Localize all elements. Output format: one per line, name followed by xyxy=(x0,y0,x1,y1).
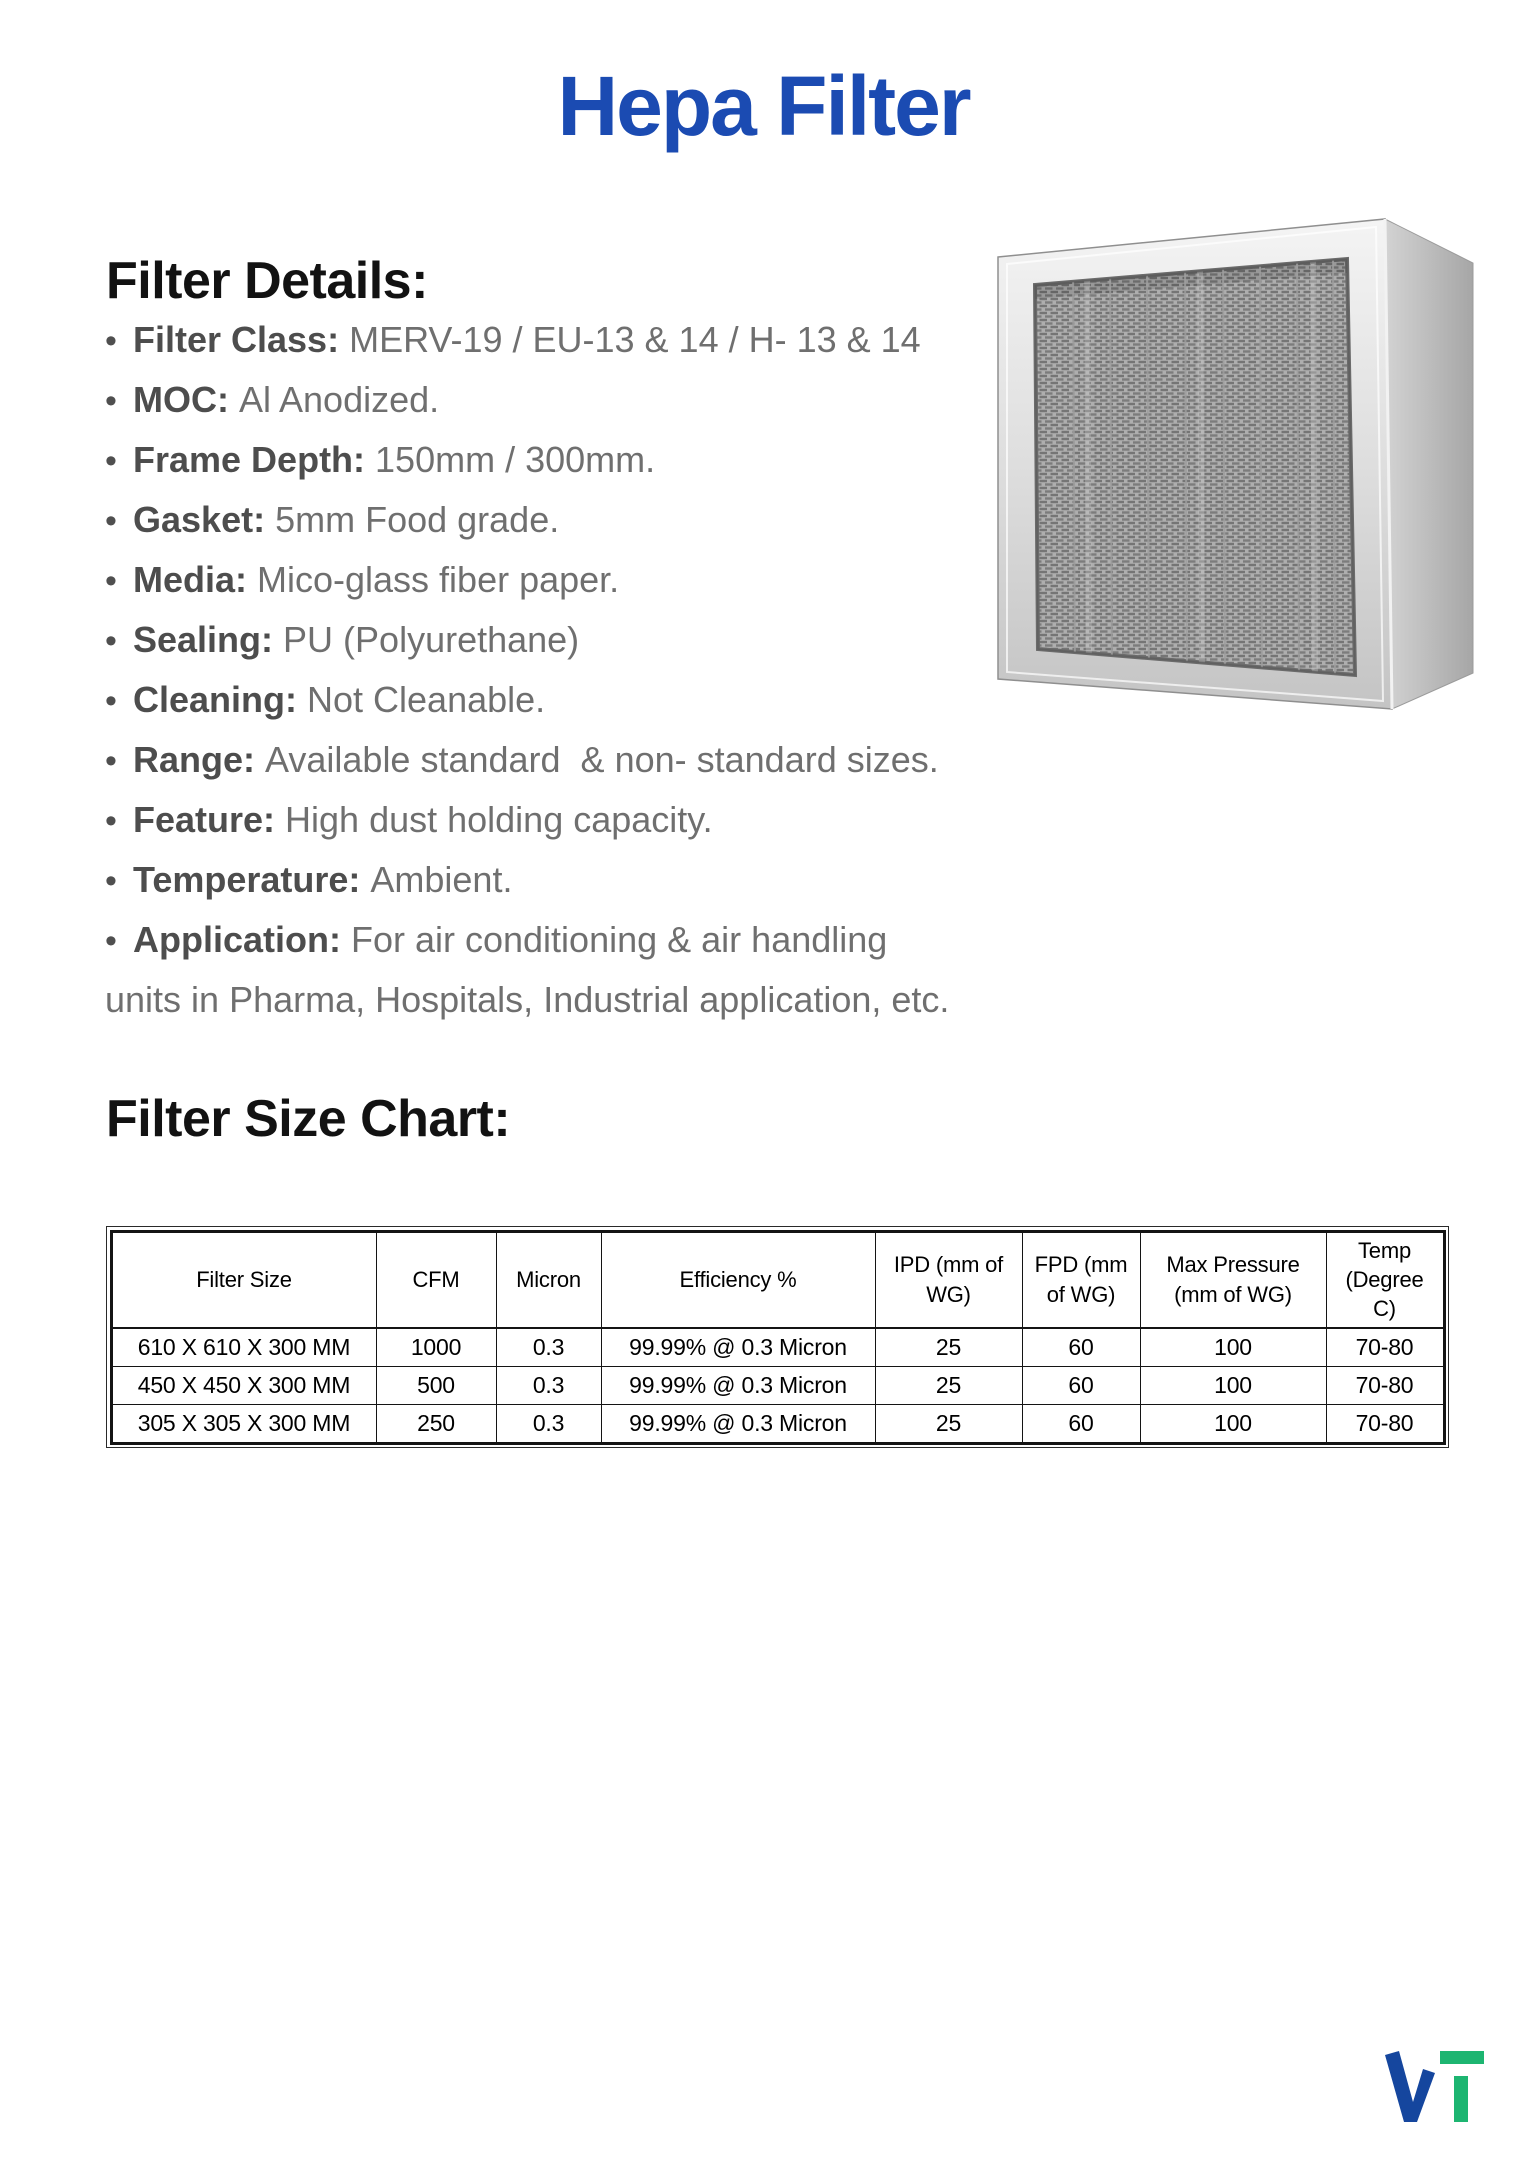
table-row xyxy=(111,1404,1444,1443)
table-cell: 100 xyxy=(1140,1328,1326,1367)
item-label: Filter Class: xyxy=(133,319,340,360)
bullet-icon: • xyxy=(105,862,117,900)
list-item xyxy=(105,430,1005,490)
application-continuation: units in Pharma, Hospitals, Industrial application, etc. xyxy=(105,979,950,1020)
table-cell: 60 xyxy=(1022,1366,1140,1404)
column-header: Temp (Degree C) xyxy=(1326,1231,1444,1328)
item-value: High dust holding capacity. xyxy=(285,799,713,840)
table-cell: 99.99% @ 0.3 Micron xyxy=(601,1404,875,1443)
list-item xyxy=(105,310,1005,370)
list-item xyxy=(105,730,1005,790)
bullet-icon: • xyxy=(105,922,117,960)
table-cell: 0.3 xyxy=(496,1328,601,1367)
table-cell: 25 xyxy=(875,1366,1022,1404)
logo-t-bar-icon xyxy=(1440,2051,1484,2064)
table-cell: 70-80 xyxy=(1326,1366,1444,1404)
table-cell: 70-80 xyxy=(1326,1328,1444,1367)
table-row xyxy=(111,1366,1444,1404)
list-item xyxy=(105,490,1005,550)
hepa-filter-illustration xyxy=(995,213,1475,713)
item-value: Available standard & non- standard sizes. xyxy=(265,739,939,780)
bullet-icon: • xyxy=(105,682,117,720)
list-item xyxy=(105,790,1005,850)
item-label: Temperature: xyxy=(133,859,361,900)
list-item xyxy=(105,850,1005,910)
item-label: Gasket: xyxy=(133,499,266,540)
column-header: Efficiency % xyxy=(601,1231,875,1328)
size-chart-table xyxy=(110,1230,1446,1445)
item-value: 150mm / 300mm. xyxy=(375,439,656,480)
table-cell: 305 X 305 X 300 MM xyxy=(111,1404,376,1443)
item-label: Application: xyxy=(133,919,341,960)
table-cell: 250 xyxy=(376,1404,496,1443)
column-header: Micron xyxy=(496,1231,601,1328)
page-title: Hepa Filter xyxy=(557,59,970,153)
item-label: Sealing: xyxy=(133,619,274,660)
item-value: Mico-glass fiber paper. xyxy=(257,559,620,600)
table-cell: 70-80 xyxy=(1326,1404,1444,1443)
item-value: MERV-19 / EU-13 & 14 / H- 13 & 14 xyxy=(349,319,921,360)
bullet-icon: • xyxy=(105,562,117,600)
column-header: IPD (mm of WG) xyxy=(875,1231,1022,1328)
list-item xyxy=(105,370,1005,430)
table-cell: 99.99% @ 0.3 Micron xyxy=(601,1366,875,1404)
table-cell: 25 xyxy=(875,1404,1022,1443)
logo-v-icon xyxy=(1385,2051,1435,2122)
column-header: Max Pressure (mm of WG) xyxy=(1140,1231,1326,1328)
list-item xyxy=(105,670,1005,730)
vt-logo-icon xyxy=(1385,2050,1485,2125)
item-value: Not Cleanable. xyxy=(307,679,546,720)
item-value: PU (Polyurethane) xyxy=(283,619,580,660)
table-cell: 1000 xyxy=(376,1328,496,1367)
item-label: Media: xyxy=(133,559,248,600)
table-header-row xyxy=(111,1231,1444,1328)
bullet-icon: • xyxy=(105,502,117,540)
list-item xyxy=(105,610,1005,670)
table-cell: 60 xyxy=(1022,1404,1140,1443)
hepa-filter-product-image xyxy=(995,213,1475,713)
table-cell: 100 xyxy=(1140,1404,1326,1443)
column-header: Filter Size xyxy=(111,1231,376,1328)
table-cell: 610 X 610 X 300 MM xyxy=(111,1328,376,1367)
item-label: Frame Depth: xyxy=(133,439,366,480)
bullet-icon: • xyxy=(105,622,117,660)
bullet-icon: • xyxy=(105,322,117,360)
column-header: FPD (mm of WG) xyxy=(1022,1231,1140,1328)
vt-logo xyxy=(1385,2050,1485,2125)
item-value: For air conditioning & air handling xyxy=(350,919,888,960)
item-label: Cleaning: xyxy=(133,679,298,720)
table-cell: 0.3 xyxy=(496,1404,601,1443)
logo-t-stem-icon xyxy=(1454,2076,1468,2122)
item-label: Feature: xyxy=(133,799,276,840)
item-value: Ambient. xyxy=(370,859,513,900)
column-header: CFM xyxy=(376,1231,496,1328)
details-heading: Filter Details: xyxy=(106,252,428,310)
item-value: Al Anodized. xyxy=(238,379,440,420)
table-cell: 60 xyxy=(1022,1328,1140,1367)
table-cell: 99.99% @ 0.3 Micron xyxy=(601,1328,875,1367)
table-cell: 450 X 450 X 300 MM xyxy=(111,1366,376,1404)
details-list xyxy=(105,310,1005,1030)
bullet-icon: • xyxy=(105,802,117,840)
bullet-icon: • xyxy=(105,742,117,780)
table-cell: 25 xyxy=(875,1328,1022,1367)
size-chart-table-wrap xyxy=(106,1226,1449,1448)
list-item xyxy=(105,910,1005,970)
table-cell: 500 xyxy=(376,1366,496,1404)
table-row xyxy=(111,1328,1444,1367)
table-cell: 100 xyxy=(1140,1366,1326,1404)
item-value: 5mm Food grade. xyxy=(275,499,560,540)
item-label: Range: xyxy=(133,739,256,780)
filter-pleated-media xyxy=(1035,259,1355,675)
bullet-icon: • xyxy=(105,382,117,420)
size-chart-heading: Filter Size Chart: xyxy=(106,1090,511,1148)
item-label: MOC: xyxy=(133,379,229,420)
bullet-icon: • xyxy=(105,442,117,480)
filter-side-panel xyxy=(1385,219,1473,709)
table-cell: 0.3 xyxy=(496,1366,601,1404)
list-item xyxy=(105,550,1005,610)
